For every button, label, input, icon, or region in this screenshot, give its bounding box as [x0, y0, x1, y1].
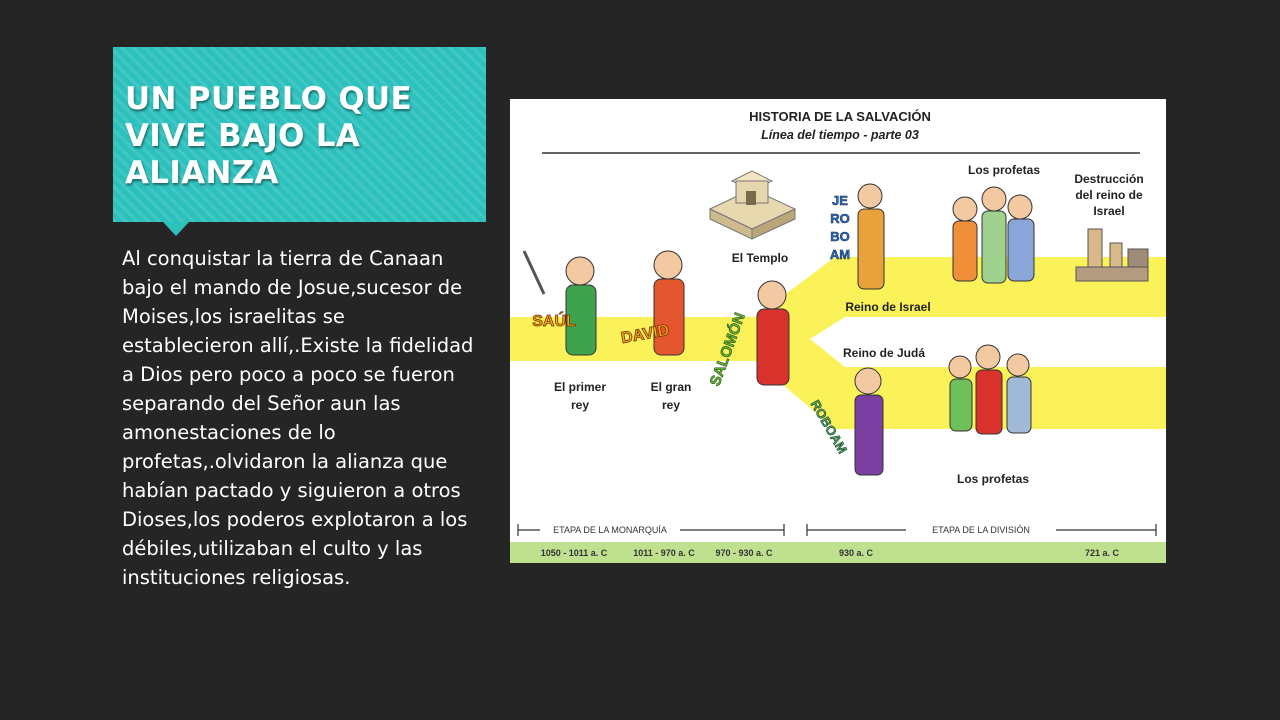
label-stage-division: ETAPA DE LA DIVISIÓN	[932, 525, 1030, 535]
date-saul: 1050 - 1011 a. C	[540, 548, 608, 558]
label-destruction-3: Israel	[1093, 204, 1125, 218]
timeline-illustration	[510, 99, 1166, 563]
roboam-illustration	[855, 368, 883, 475]
prophets-top-illustration	[953, 187, 1034, 283]
timeline-band	[510, 257, 1166, 429]
slide-body-text: Al conquistar la tierra de Canaan bajo el mando de Josue,sucesor de Moises,los israelitas se establecieron allí,.Existe la fidelidad a Dios pero poco a poco se fueron separando del Señor aun las amonestaciones de lo profetas,.olvidaron la alianza que habían pactado y siguieron a otros Dioses,los poderos explotaron a los débiles,utilizaban el culto y las instituciones religiosas.	[122, 247, 474, 589]
name-david: DAVID	[619, 321, 671, 348]
timeline-image	[510, 99, 1166, 563]
salomon-illustration	[757, 281, 789, 385]
label-first-king-1: El primer	[553, 380, 607, 394]
label-first-king-2: rey	[570, 398, 590, 412]
slide-title: UN PUEBLO QUE VIVE BAJO LA ALIANZA	[125, 81, 413, 191]
label-stage-monarchy: ETAPA DE LA MONARQUÍA	[553, 525, 667, 535]
date-destruction: 721 a. C	[1084, 548, 1120, 558]
date-division: 930 a. C	[838, 548, 874, 558]
label-temple: El Templo	[731, 251, 789, 265]
name-roboam: ROBOAM	[807, 397, 851, 457]
title-box	[113, 47, 486, 222]
ruins-illustration	[1076, 229, 1148, 281]
label-kingdom-juda: Reino de Judá	[842, 346, 926, 360]
label-destruction-2: del reino de	[1075, 188, 1143, 202]
date-salomon: 970 - 930 a. C	[715, 548, 773, 558]
date-david: 1011 - 970 a. C	[633, 548, 695, 558]
label-great-king-2: rey	[661, 398, 681, 412]
temple-illustration	[710, 171, 795, 239]
name-jeroboam-2: RO	[830, 211, 850, 226]
label-great-king-1: El gran	[650, 380, 692, 394]
prophets-bottom-illustration	[949, 345, 1031, 434]
label-prophets-bottom: Los profetas	[956, 472, 1030, 486]
name-salomon: SALOMÓN	[706, 310, 749, 389]
jeroboam-illustration	[858, 184, 884, 289]
timeline-header-title: HISTORIA DE LA SALVACIÓN	[749, 109, 931, 124]
label-kingdom-israel: Reino de Israel	[845, 300, 931, 314]
timeline-header-subtitle: Línea del tiempo - parte 03	[761, 128, 919, 142]
name-jeroboam-1: JE	[832, 193, 848, 208]
name-saul: SAÚL	[532, 313, 576, 330]
label-prophets-top: Los profetas	[967, 163, 1041, 177]
name-jeroboam-3: BO	[830, 229, 850, 244]
label-destruction-1: Destrucción	[1074, 172, 1144, 186]
name-jeroboam-4: AM	[829, 247, 851, 262]
